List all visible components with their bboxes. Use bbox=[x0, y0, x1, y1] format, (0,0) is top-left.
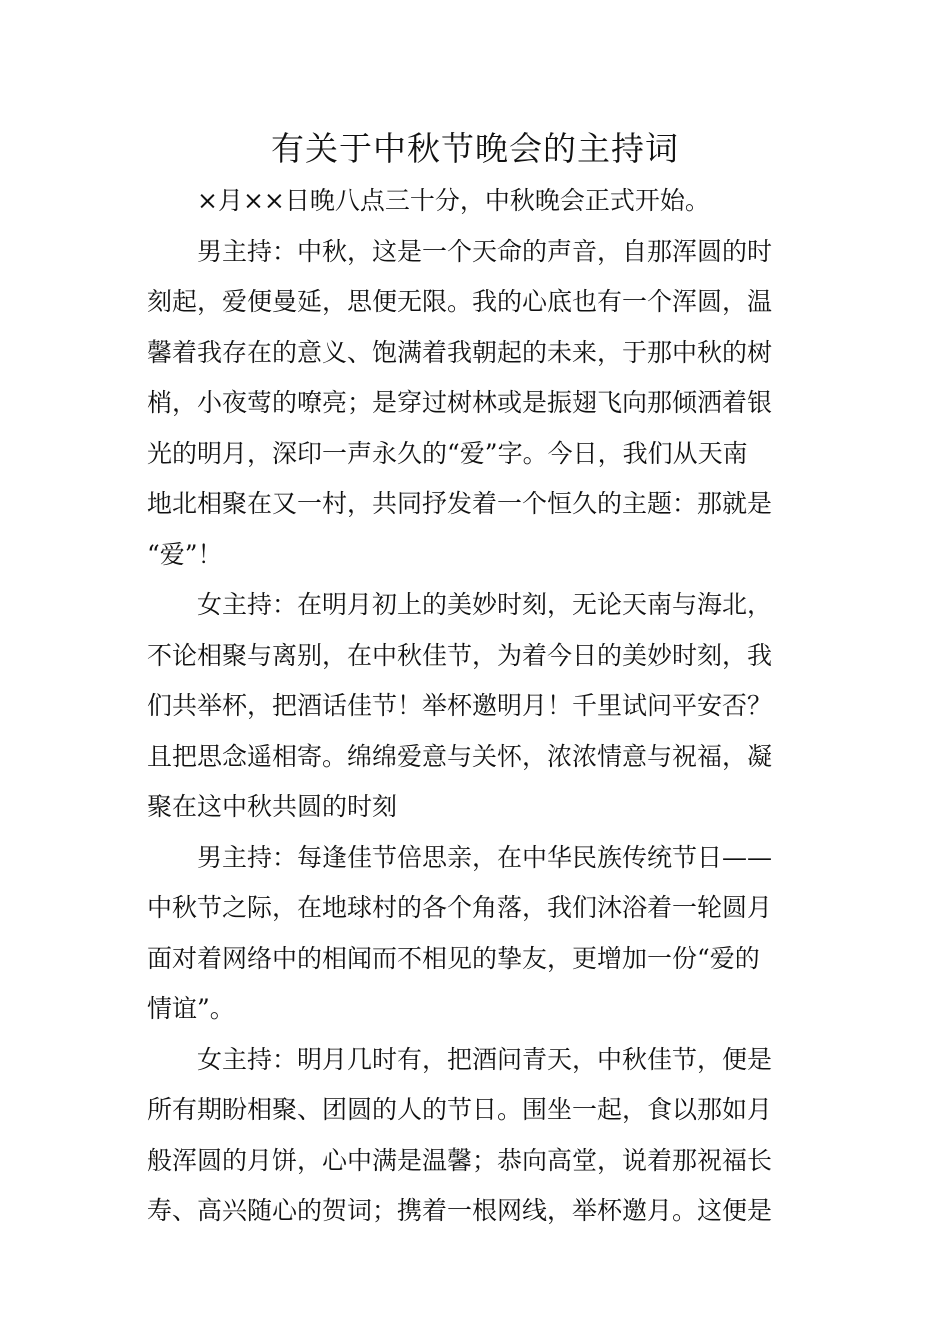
paragraph-female-host-2: 女主持：明月几时有，把酒问青天，中秋佳节，便是 所有期盼相聚、团圆的人的节日。围坐一起，食以那如月 般浑圆的月饼，心中满是温馨；恭向高堂，说着那祝福长 寿、高兴随心的贺词；携着一根网线，举杯邀月。这便是 bbox=[147, 1044, 773, 1225]
paragraph-female-host-1: 女主持：在明月初上的美妙时刻，无论天南与海北， 不论相聚与离别，在中秋佳节，为着今日的美妙时刻，我 们共举杯，把酒话佳节！举杯邀明月！千里试问平安否？ 且把思念遥相寄。绵绵爱意与关怀，浓浓情意与祝福，凝 聚在这中秋共圆的时刻 bbox=[147, 590, 773, 821]
paragraph-male-host-2: 男主持：每逢佳节倍思亲，在中华民族传统节日—— 中秋节之际，在地球村的各个角落，我们沐浴着一轮圆月 面对着网络中的相闻而不相见的挚友，更增加一份“爱的 情谊”。 bbox=[147, 842, 773, 1023]
paragraph-opening: ×月××日晚八点三十分，中秋晚会正式开始。 bbox=[197, 186, 710, 215]
paragraph-male-host-1: 男主持：中秋，这是一个天命的声音，自那浑圆的时 刻起，爱便曼延，思便无限。我的心底也有一个浑圆，温 馨着我存在的意义、饱满着我朝起的未来，于那中秋的树 梢，小夜莺的嘹亮；是穿过树林或是振翅飞向那倾洒着银 光的明月，深印一声永久的“爱”字。今日，我们从天南 地北相聚在又一村，共同抒发着一个恒久的主题：那就是 “爱”！ bbox=[147, 236, 773, 569]
document-title: 有关于中秋节晚会的主持词 bbox=[271, 129, 679, 168]
document-body bbox=[147, 176, 807, 1237]
